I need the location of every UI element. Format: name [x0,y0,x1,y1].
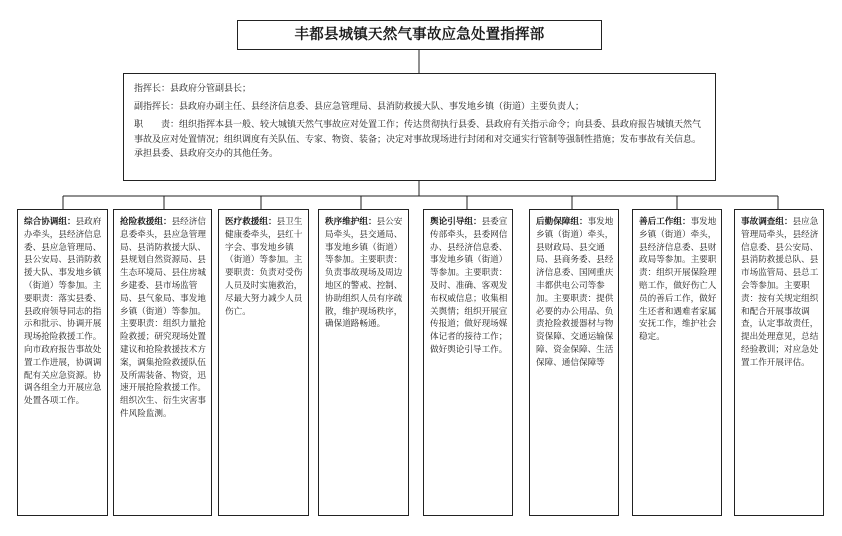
deputy-label: 副指挥长： [134,102,180,113]
command-box [123,73,716,181]
group-name: 舆论引导组： [430,217,482,227]
group-box-order [318,209,409,516]
page-title: 丰都县城镇天然气事故应急处置指挥部 [294,27,545,43]
group-name: 抢险救援组： [120,217,172,227]
group-box-investigation [734,209,824,516]
group-box-publicity [423,209,513,516]
group-text: 县政府办牵头，县经济信息委、县应急管理局、县公安局、县消防救援大队、事发地乡镇（街道）等参加。主要职责：落实县委、县政府领导同志的指示和批示、协调开展现场抢险救援工作。向市政府报告事故处置工作进展，协调调配有关应急资源。协调各组全力开展应急处置各项工作。 [24,217,102,407]
group-box-aftermath [632,209,722,516]
group-name: 秩序维护组： [325,217,377,227]
group-name: 事故调查组： [741,217,793,227]
commander-text: 县政府分管副县长； [170,84,252,94]
duty-label: 职 责： [134,120,180,131]
group-name: 后勤保障组： [536,217,588,227]
group-name: 善后工作组： [639,217,691,227]
group-box-rescue [113,209,212,516]
group-box-logistics [529,209,619,516]
group-box-coordination [17,209,108,516]
title-box [237,20,602,50]
group-name: 综合协调组： [24,217,76,227]
group-text: 县应急管理局牵头，县经济信息委、县公安局、县消防救援总队、县市场监管局、县总工会等参加。主要职责：按有关规定组织和配合开展事故调查，认定事故责任，提出处理意见，总结经验教训；对应急处置工作开展评估。 [741,217,819,368]
deputy-line [134,100,705,114]
commander-line [134,82,705,96]
group-text: 县公安局牵头，县交通局、事发地乡镇（街道）等参加。主要职责：负责事故现场及周边地区的警戒、控制、协助组织人员有序疏散，维护现场秩序，确保道路畅通。 [325,217,403,330]
group-text: 县卫生健康委牵头，县红十字会、事发地乡镇（街道）等参加。主要职责：负责对受伤人员及时实施救治，尽最大努力减少人员伤亡。 [225,217,303,317]
group-text: 县委宣传部牵头，县委网信办、县经济信息委、事发地乡镇（街道）等参加。主要职责：及时、准确、客观发布权威信息；收集相关舆情；组织开展宣传报道；做好现场媒体记者的接待工作；做好舆论引导工作。 [430,217,508,355]
duty-text: 组织指挥本县一般、较大城镇天然气事故应对处置工作；传达贯彻执行县委、县政府有关指示命令；向县委、县政府报告城镇天然气事故及应对处置情况；组织调度有关队伍、专家、物资、装备；决定对事故现场进行封闭和对交通实行管制等强制性措施；发布事故有关信息。承担县委、县政府交办的其他任务。 [134,120,702,159]
group-box-medical [218,209,309,516]
group-text: 事发地乡镇（街道）牵头，县财政局、县交通局、县商务委、县经济信息委、国网重庆丰都供电公司等参加。主要职责：提供必要的办公用品、负责抢险救援器材与物资保障、交通运输保障、资金保障、生活保障、通信保障等 [536,217,614,368]
deputy-text: 县政府办副主任、县经济信息委、县应急管理局、县消防救援大队、事发地乡镇（街道）主要负责人； [179,102,585,113]
group-text: 县经济信息委牵头，县应急管理局、县消防救援大队、县规划自然资源局、县生态环境局、县住房城乡建委、县市场监管局、县气象局、事发地乡镇（街道）等参加。主要职责：组织力量抢险救援；研究现场处置建议和抢险救援技术方案，调集抢险救援队伍及所需装备、物资，迅速开展抢险救援工作。组织次生、衍生灾害事件风险监测。 [120,217,206,419]
duty-line [134,118,705,161]
group-name: 医疗救援组： [225,217,277,227]
group-text: 事发地乡镇（街道）牵头，县经济信息委、县财政局等参加。主要职责：组织开展保险理赔工作，做好伤亡人员的善后工作，做好生还者和遇难者家属安抚工作，维护社会稳定。 [639,217,717,343]
commander-label: 指挥长： [134,84,171,94]
